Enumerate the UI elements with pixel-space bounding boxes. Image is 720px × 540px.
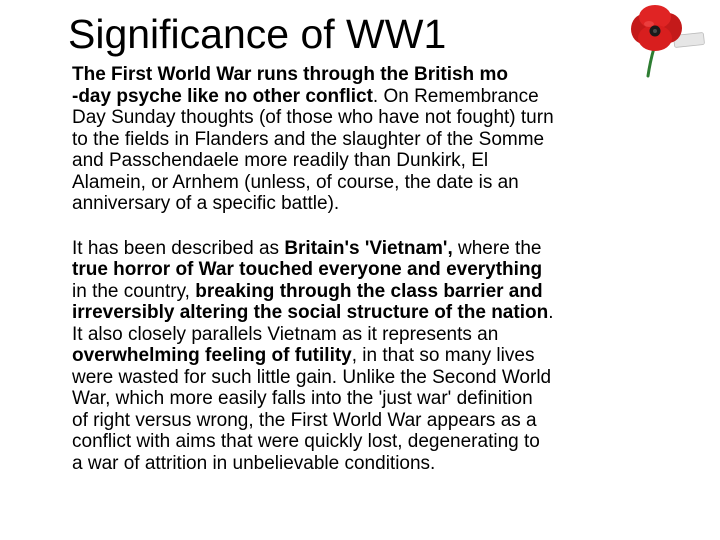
text-run: Alamein, or Arnhem (unless, of course, the date is an (72, 171, 519, 193)
text-run: were wasted for such little gain. Unlike the Second World (72, 366, 552, 388)
paragraph-first-world-war-psyche (72, 64, 690, 215)
text-line (72, 259, 690, 281)
text-line (72, 238, 690, 260)
bold-text-run: -day psyche like no other conflict (72, 85, 373, 107)
bold-text-run: breaking through the class barrier and (195, 280, 543, 302)
text-run: of right versus wrong, the First World War appears as a (72, 409, 537, 431)
text-run: a war of attrition in unbelievable conditions. (72, 452, 436, 474)
text-run: Day Sunday thoughts (of those who have not fought) turn (72, 107, 554, 128)
text-run: , in that so many lives (351, 345, 535, 366)
text-run: in the country, (72, 280, 196, 302)
text-line (72, 345, 690, 367)
text-line (72, 64, 690, 86)
body-text (72, 64, 690, 474)
text-line (72, 150, 690, 172)
slide-title: Significance of WW1 (68, 11, 447, 57)
text-line (72, 367, 690, 389)
text-run: where the (452, 237, 542, 259)
bold-text-run: The First World War runs through the British mo (72, 64, 508, 85)
text-line (72, 388, 690, 410)
text-run: to the fields in Flanders and the slaughter of the Somme (72, 128, 545, 150)
text-run: . On Remembrance (372, 85, 539, 107)
bold-text-run: true horror of War touched everyone and everything (72, 259, 543, 280)
text-run: conflict with aims that were quickly lost, degenerating to (72, 431, 540, 452)
text-line (72, 324, 690, 346)
text-line (72, 172, 690, 194)
text-line (72, 193, 690, 215)
text-line (72, 129, 690, 151)
bold-text-run: irreversibly altering the social structure of the nation (72, 302, 549, 323)
text-line (72, 281, 690, 303)
text-line (72, 453, 690, 475)
paragraph-britains-vietnam (72, 238, 690, 475)
text-line (72, 302, 690, 324)
text-run: . (548, 302, 554, 323)
text-line (72, 107, 690, 129)
text-run: and Passchendaele more readily than Dunkirk, El (72, 150, 489, 171)
text-run: War, which more easily falls into the 'just war' definition (72, 388, 533, 409)
bold-text-run: overwhelming feeling of futility (72, 345, 352, 366)
text-run: It also closely parallels Vietnam as it represents an (72, 323, 499, 345)
bold-text-run: Britain's 'Vietnam', (284, 237, 453, 259)
text-line (72, 431, 690, 453)
text-line (72, 410, 690, 432)
text-run: anniversary of a specific battle). (72, 193, 340, 214)
text-run: It has been described as (72, 237, 285, 259)
text-line (72, 86, 690, 108)
